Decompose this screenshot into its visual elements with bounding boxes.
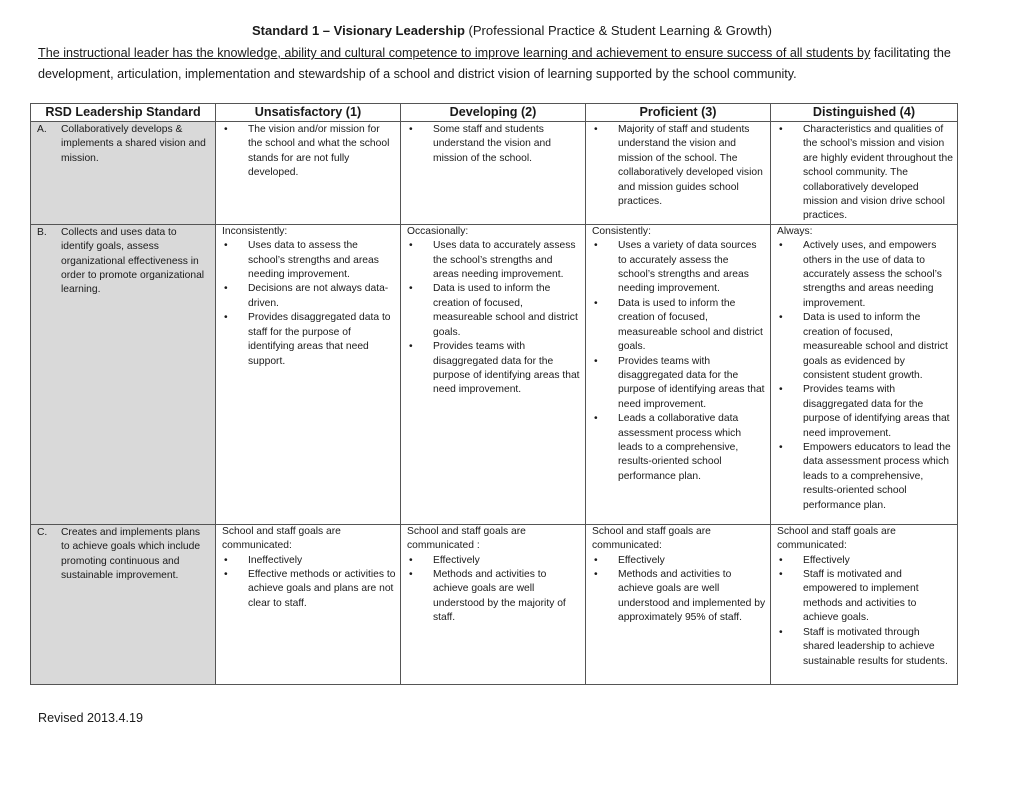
bullet-icon: •: [779, 441, 783, 453]
header-distinguished: Distinguished (4): [771, 104, 958, 122]
bullet-text: Methods and activities to achieve goals are well understood and implemented by approximately 95% of staff.: [618, 569, 766, 624]
bullet-text: Uses a variety of data sources to accurately assess the school’s strengths and areas needing improvement.: [618, 240, 757, 295]
bullet-list: [592, 554, 766, 626]
bullet-icon: •: [594, 355, 598, 367]
bullet-text: Staff is motivated and empowered to implement methods and activities to achieve goals.: [803, 569, 919, 624]
bullet-icon: •: [224, 554, 228, 566]
list-item: [592, 123, 766, 209]
list-item: [777, 383, 953, 441]
cell-unsatisfactory: [216, 122, 401, 225]
bullet-text: Provides teams with disaggregated data for the purpose of identifying areas that need improvement.: [433, 341, 580, 396]
header-standard: RSD Leadership Standard: [31, 104, 216, 122]
list-item: [407, 282, 581, 340]
bullet-text: Majority of staff and students understand the vision and mission of the school. The collaboratively developed vision and mission guides school practices.: [618, 124, 763, 208]
cell-lead-text: Consistently:: [592, 225, 651, 237]
bullet-icon: •: [409, 240, 413, 252]
header-unsatisfactory: Unsatisfactory (1): [216, 104, 401, 122]
cell-proficient: [586, 224, 771, 524]
list-item: [592, 297, 766, 355]
cell-lead-text: School and staff goals are communicated :: [407, 525, 526, 552]
bullet-icon: •: [409, 569, 413, 581]
bullet-icon: •: [594, 124, 598, 135]
cell-lead-text: School and staff goals are communicated:: [222, 525, 341, 552]
list-item: [407, 554, 581, 568]
table-row: [31, 524, 958, 684]
revision-note: Revised 2013.4.19: [38, 711, 144, 725]
table-row: [31, 224, 958, 524]
bullet-icon: •: [779, 240, 783, 252]
list-item: [222, 239, 396, 282]
list-item: [407, 123, 581, 166]
list-item: [777, 554, 953, 568]
cell-distinguished: [771, 524, 958, 684]
bullet-text: Characteristics and qualities of the school’s mission and vision are highly evident throughout the school community. The collaboratively developed mission and vision drive school practices.: [803, 124, 953, 222]
bullet-text: Decisions are not always data-driven.: [248, 283, 389, 309]
bullet-text: Effective methods or activities to achieve goals and plans are not clear to staff.: [248, 569, 396, 609]
standard-cell: [31, 122, 216, 225]
bullet-text: Data is used to inform the creation of focused, measureable school and district goals.: [433, 283, 578, 338]
list-item: [592, 568, 766, 626]
standard-cell: [31, 224, 216, 524]
standard-item: [37, 122, 211, 166]
bullet-text: Ineffectively: [248, 554, 303, 566]
list-item: [777, 311, 953, 383]
bullet-text: Provides disaggregated data to staff for the purpose of identifying areas that need support.: [248, 312, 391, 367]
bullet-icon: •: [224, 569, 228, 581]
bullet-text: Staff is motivated through shared leadership to achieve sustainable results for students.: [803, 626, 948, 667]
bullet-text: Effectively: [433, 554, 480, 566]
intro-rest: facilitating the development, articulation, implementation and stewardship of a school and district vision of learning supported by the school community.: [38, 46, 951, 81]
list-item: [777, 568, 953, 626]
bullet-icon: •: [224, 312, 228, 324]
bullet-list: [407, 554, 581, 626]
bullet-icon: •: [594, 554, 598, 566]
list-item: [222, 568, 396, 611]
page-title: [0, 22, 1024, 40]
bullet-text: Data is used to inform the creation of focused, measureable school and district goals.: [618, 297, 763, 353]
bullet-list: [222, 239, 396, 369]
header-row: [31, 104, 958, 122]
list-item: [222, 311, 396, 369]
bullet-icon: •: [594, 569, 598, 581]
cell-unsatisfactory: [216, 524, 401, 684]
list-item: [592, 355, 766, 413]
intro-underlined: The instructional leader has the knowledge, ability and cultural competence to improve learning and achievement to ensure success of all students by: [38, 46, 871, 60]
bullet-text: Uses data to accurately assess the school’s strengths and areas needing improvement.: [433, 240, 576, 281]
cell-distinguished: [771, 224, 958, 524]
cell-lead-text: School and staff goals are communicated:: [777, 525, 896, 552]
standard-letter: B.: [37, 226, 47, 238]
cell-lead-text: Always:: [777, 225, 813, 237]
bullet-icon: •: [409, 124, 413, 135]
bullet-list: [777, 554, 953, 669]
cell-proficient: [586, 524, 771, 684]
table-row: [31, 122, 958, 225]
cell-unsatisfactory: [216, 224, 401, 524]
cell-proficient: [586, 122, 771, 225]
bullet-list: [222, 122, 396, 181]
standard-item: [37, 225, 211, 298]
cell-lead-text: School and staff goals are communicated:: [592, 525, 711, 552]
list-item: [777, 123, 953, 224]
list-item: [592, 412, 766, 484]
standard-title: Standard 1 – Visionary Leadership: [252, 23, 465, 38]
cell-developing: [401, 224, 586, 524]
bullet-icon: •: [779, 554, 783, 566]
bullet-list: [222, 554, 396, 612]
list-item: [407, 340, 581, 398]
list-item: [222, 123, 396, 181]
bullet-icon: •: [594, 240, 598, 252]
cell-developing: [401, 122, 586, 225]
bullet-icon: •: [779, 384, 783, 396]
standard-subtitle: (Professional Practice & Student Learning & Growth): [464, 23, 772, 38]
cell-lead-text: Occasionally:: [407, 225, 469, 237]
list-item: [407, 239, 581, 282]
bullet-icon: •: [409, 341, 413, 353]
bullet-icon: •: [779, 312, 783, 324]
bullet-text: Provides teams with disaggregated data for the purpose of identifying areas that need improvement.: [618, 355, 765, 410]
standard-text: Collaboratively develops & implements a shared vision and mission.: [61, 124, 206, 164]
bullet-list: [592, 239, 766, 484]
standard-letter: A.: [37, 124, 47, 135]
bullet-list: [777, 239, 953, 513]
bullet-text: Empowers educators to lead the data assessment process which leads to a comprehensive, results-oriented school performance plan.: [803, 441, 951, 511]
bullet-icon: •: [779, 569, 783, 581]
bullet-icon: •: [224, 124, 228, 135]
bullet-icon: •: [224, 283, 228, 295]
bullet-list: [592, 122, 766, 209]
bullet-icon: •: [594, 297, 598, 309]
cell-lead-text: Inconsistently:: [222, 225, 288, 237]
bullet-text: Leads a collaborative data assessment process which leads to a comprehensive, results-oriented school performance plan.: [618, 413, 742, 482]
list-item: [592, 554, 766, 568]
bullet-icon: •: [779, 124, 783, 135]
bullet-text: Provides teams with disaggregated data for the purpose of identifying areas that need improvement.: [803, 384, 950, 439]
list-item: [222, 282, 396, 311]
list-item: [407, 568, 581, 626]
bullet-text: Some staff and students understand the vision and mission of the school.: [433, 124, 551, 164]
list-item: [777, 626, 953, 669]
bullet-text: The vision and/or mission for the school and what the school stands for are not fully developed.: [248, 124, 390, 179]
bullet-text: Effectively: [803, 554, 850, 566]
bullet-text: Uses data to assess the school’s strengths and areas needing improvement.: [248, 240, 379, 281]
list-item: [777, 239, 953, 311]
bullet-text: Methods and activities to achieve goals are well understood by the majority of staff.: [433, 569, 566, 624]
bullet-list: [407, 239, 581, 397]
bullet-icon: •: [409, 283, 413, 295]
cell-developing: [401, 524, 586, 684]
bullet-list: [407, 122, 581, 166]
standard-item: [37, 525, 211, 584]
bullet-text: Actively uses, and empowers others in the use of data to accurately assess the school’s strengths and areas needing improvement.: [803, 240, 942, 309]
bullet-icon: •: [594, 413, 598, 425]
header-developing: Developing (2): [401, 104, 586, 122]
standard-text: Collects and uses data to identify goals, assess organizational effectiveness in order to promote organizational learning.: [61, 226, 205, 296]
header-proficient: Proficient (3): [586, 104, 771, 122]
cell-distinguished: [771, 122, 958, 225]
list-item: [777, 441, 953, 513]
list-item: [222, 554, 396, 568]
bullet-list: [777, 122, 953, 224]
intro-paragraph: [38, 43, 983, 85]
rubric-table: [30, 103, 958, 685]
standard-text: Creates and implements plans to achieve goals which include promoting continuous and sustainable improvement.: [61, 526, 201, 582]
bullet-icon: •: [224, 240, 228, 252]
bullet-icon: •: [779, 626, 783, 638]
bullet-icon: •: [409, 554, 413, 566]
bullet-text: Effectively: [618, 554, 665, 566]
standard-letter: C.: [37, 526, 48, 538]
bullet-text: Data is used to inform the creation of focused, measureable school and district goals as evidenced by consistent student growth.: [803, 312, 948, 381]
list-item: [592, 239, 766, 297]
standard-cell: [31, 524, 216, 684]
